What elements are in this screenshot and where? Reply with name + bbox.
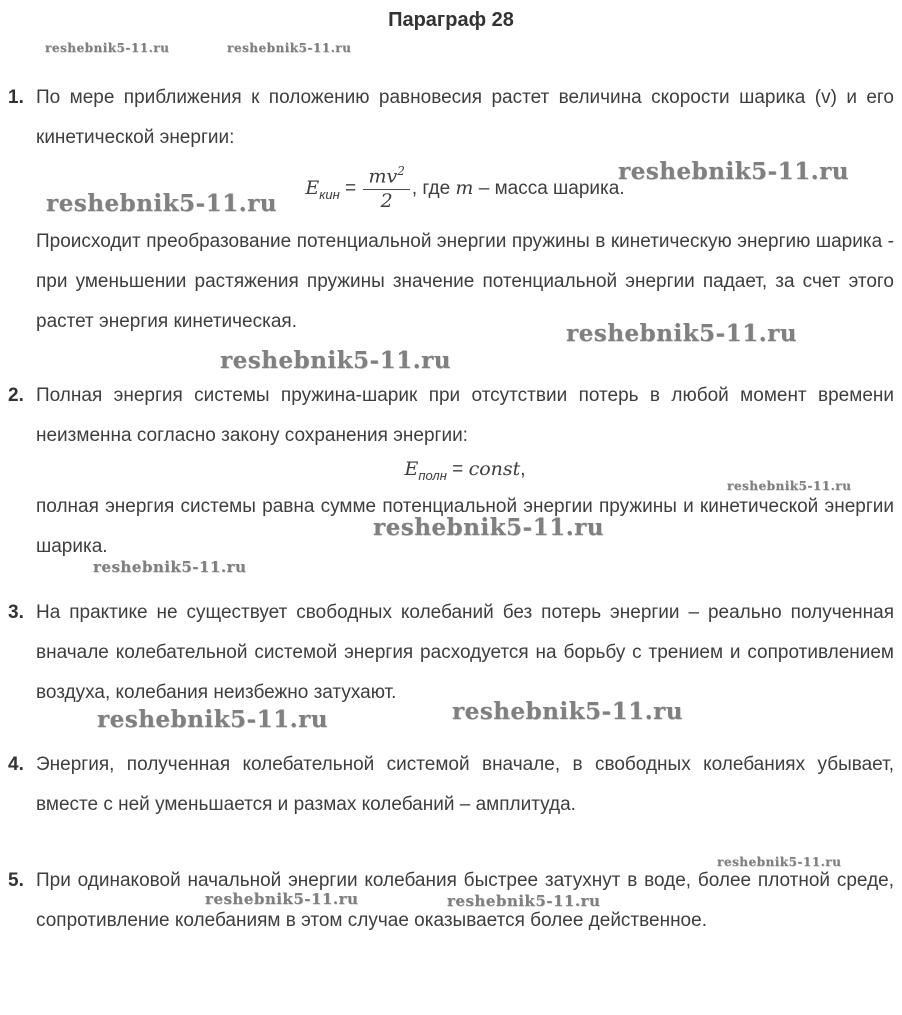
item-number: 3. xyxy=(8,601,24,623)
paragraph-text: На практике не существует свободных колебаний без потерь энергии – реально полученная вначале колебательной системой энергия расходуется на борьбу с трением и сопротивлением воздуха, колебания неизбежно затухают. xyxy=(36,601,894,703)
equals-sign: = xyxy=(446,459,469,481)
watermark: reshebnik5-11.ru xyxy=(97,706,328,733)
paragraph-text: полная энергия системы равна сумме потенциальной энергии пружины и кинетической энергии шарика. xyxy=(36,495,894,557)
watermark: reshebnik5-11.ru xyxy=(447,892,601,910)
paragraph-text: Энергия, полученная колебательной системой вначале, в свободных колебаниях убывает, вместе с ней уменьшается и размах колебаний – амплитуда. xyxy=(36,753,894,815)
answer-item-4 xyxy=(8,745,894,825)
mass-variable: m xyxy=(455,177,474,200)
comma: , xyxy=(520,459,526,481)
watermark: reshebnik5-11.ru xyxy=(205,890,359,908)
paragraph-text: Происходит преобразование потенциальной энергии пружины в кинетическую энергию шарика - при уменьшении растяжения пружины значение потенциальной энергии падает, за счет этого растет энергия кинетическая. xyxy=(36,231,894,333)
watermark: reshebnik5-11.ru xyxy=(46,190,277,217)
fraction-denominator: 2 xyxy=(380,190,393,213)
watermark: reshebnik5-11.ru xyxy=(220,347,451,374)
document-content xyxy=(0,78,902,941)
answer-item-2 xyxy=(8,376,894,567)
answer-item-5 xyxy=(8,861,894,941)
item-number: 2. xyxy=(8,385,24,407)
answer-item-1 xyxy=(8,78,894,342)
equals-sign: = xyxy=(339,178,362,200)
watermark: reshebnik5-11.ru xyxy=(452,698,683,725)
comma: , xyxy=(411,178,423,200)
item-number: 1. xyxy=(8,87,24,108)
watermark: reshebnik5-11.ru xyxy=(227,41,352,55)
where-description: – масса шарика. xyxy=(473,178,625,200)
kinetic-energy-formula xyxy=(36,158,894,222)
numerator-vars: mv xyxy=(368,165,398,188)
paragraph-text: По мере приближения к положению равновесия растет величина скорости шарика (v) и его кинетической энергии: xyxy=(36,87,894,148)
fraction xyxy=(363,165,409,213)
formula-lhs: E xyxy=(305,177,320,200)
fraction-numerator xyxy=(363,165,409,190)
formula-lhs: E xyxy=(404,458,419,481)
item-number: 4. xyxy=(8,753,24,775)
watermark: reshebnik5-11.ru xyxy=(566,320,797,347)
paragraph-text: Полная энергия системы пружина-шарик при отсутствии потерь в любой момент времени неизменна согласно закону сохранения энергии: xyxy=(36,385,894,447)
answer-item-3 xyxy=(8,593,894,713)
formula-subscript: кин xyxy=(319,186,340,202)
watermark: reshebnik5-11.ru xyxy=(93,558,247,576)
watermark: reshebnik5-11.ru xyxy=(727,479,852,493)
where-label: где xyxy=(422,178,456,200)
watermark: reshebnik5-11.ru xyxy=(373,514,604,541)
item-number: 5. xyxy=(8,869,24,891)
total-energy-formula xyxy=(36,456,894,487)
watermark: reshebnik5-11.ru xyxy=(45,41,170,55)
numerator-exponent: 2 xyxy=(397,164,405,178)
watermark: reshebnik5-11.ru xyxy=(618,158,849,185)
watermark: reshebnik5-11.ru xyxy=(717,855,842,869)
page-title: Параграф 28 xyxy=(388,9,514,31)
const-value: const xyxy=(468,458,521,481)
formula-subscript: полн xyxy=(418,467,447,483)
paragraph-text: При одинаковой начальной энергии колебания быстрее затухнут в воде, более плотной среде, сопротивление колебаниям в этом случае оказывается более действенное. xyxy=(36,869,894,931)
